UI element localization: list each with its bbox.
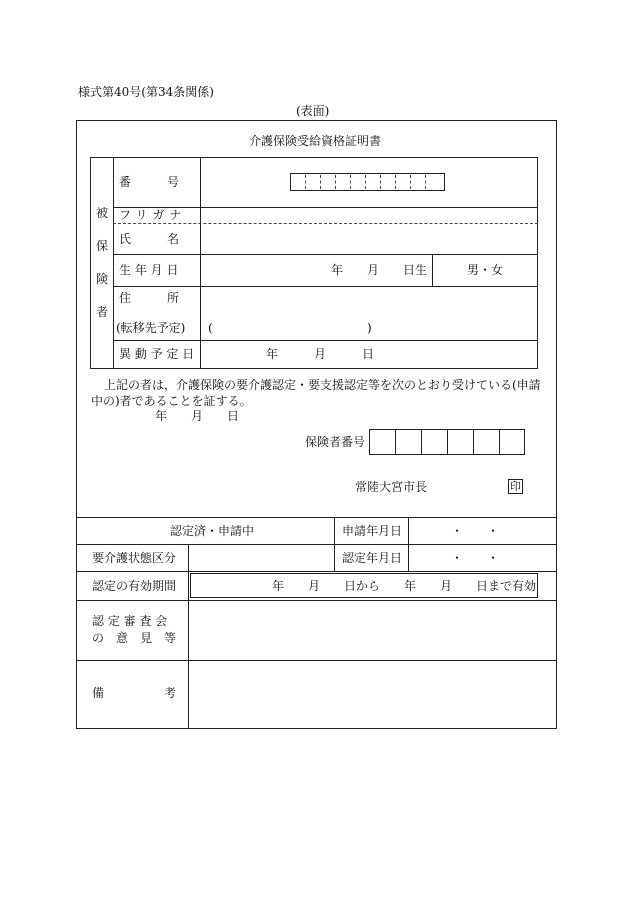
- birth-date-value: 年 月 日生: [331, 263, 428, 277]
- application-date-label: 申請年月日: [342, 524, 403, 538]
- insured-number-label: 番 号: [119, 175, 180, 189]
- insured-group-label-2: 保: [96, 239, 109, 253]
- insured-number-boxes[interactable]: [290, 173, 445, 191]
- seal-mark: 印: [510, 480, 521, 493]
- furigana-label: フリガナ: [119, 208, 187, 222]
- certification-date-label: 認定年月日: [342, 551, 403, 565]
- form-number: 様式第40号(第34条関係): [78, 85, 214, 99]
- committee-label-line1: 認 定 審 査 会: [92, 614, 168, 628]
- address-label: 住 所: [119, 291, 180, 305]
- insured-group-label-1: 被: [96, 206, 109, 220]
- name-label: 氏 名: [119, 232, 180, 246]
- committee-label-line2: の 意 見 等: [92, 631, 177, 645]
- certification-line1: 上記の者は，介護保険の要介護認定・要支援認定等を次のとおり受けている(申請: [104, 378, 541, 392]
- form-title: 介護保険受給資格証明書: [249, 134, 382, 148]
- care-level-label: 要介護状態区分: [92, 551, 177, 565]
- application-date-value: ・ ・: [451, 524, 500, 538]
- insured-group-label-4: 者: [96, 305, 109, 319]
- certified-or-applying: 認定済・申請中: [170, 524, 255, 538]
- moving-value-open: (: [208, 321, 213, 335]
- change-date-value: 年 月 日: [266, 347, 375, 361]
- certification-line2: 中の)者であることを証する。: [91, 394, 252, 408]
- validity-period-value: 年 月 日から 年 月 日まで有効: [272, 579, 537, 593]
- mayor-name: 常陸大宮市長: [355, 480, 428, 494]
- certification-date-value: ・ ・: [451, 551, 500, 565]
- birth-date-label: 生 年 月 日: [119, 263, 179, 277]
- form-side-label: (表面): [296, 104, 330, 118]
- remarks-label: 備 考: [92, 686, 177, 700]
- insured-group-label-3: 険: [96, 272, 109, 286]
- validity-period-label: 認定の有効期間: [92, 579, 177, 593]
- insurer-number-label: 保険者番号: [305, 435, 366, 449]
- sex-value: 男・女: [467, 263, 504, 277]
- moving-label: (転移先予定): [116, 321, 186, 335]
- change-date-label: 異 動 予 定 日: [119, 347, 195, 361]
- moving-value-close: ): [367, 321, 372, 335]
- certification-date: 年 月 日: [155, 409, 240, 423]
